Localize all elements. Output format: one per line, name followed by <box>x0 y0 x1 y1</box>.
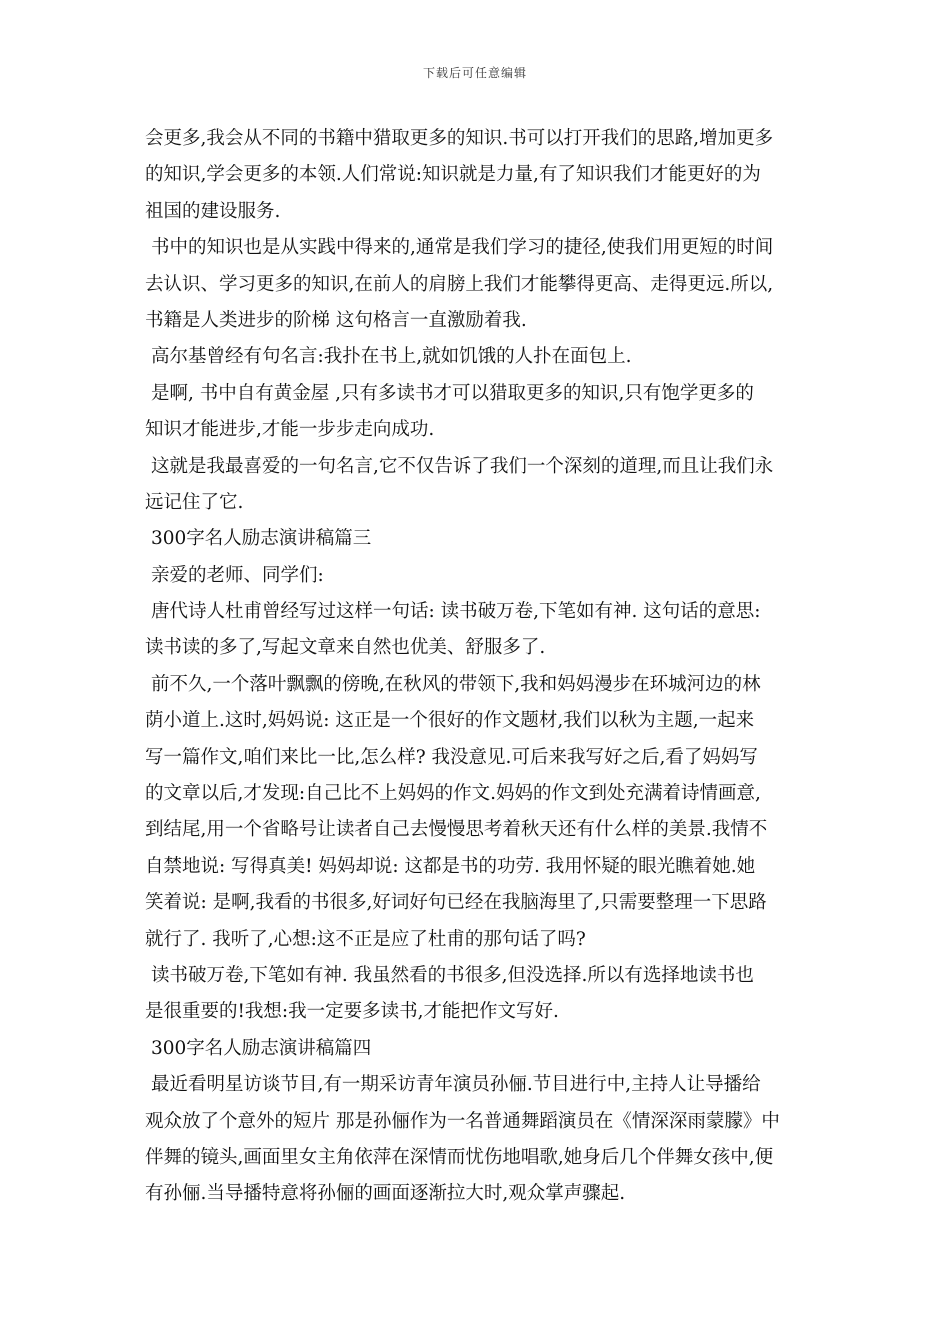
text-line: 去认识、学习更多的知识,在前人的肩膀上我们才能攀得更高、走得更远.所以, <box>145 273 774 295</box>
text-line: 这就是我最喜爱的一句名言,它不仅告诉了我们一个深刻的道理,而且让我们永 <box>151 455 774 477</box>
text-line: 会更多,我会从不同的书籍中猎取更多的知识.书可以打开我们的思路,增加更多 <box>145 128 774 149</box>
text-line: 笑着说: 是啊,我看的书很多,好词好句已经在我脑海里了,只需要整理一下思路 <box>145 892 767 914</box>
text-line: 祖国的建设服务. <box>145 200 281 222</box>
text-line: 书中的知识也是从实践中得来的,通常是我们学习的捷径,使我们用更短的时间 <box>151 237 774 259</box>
text-line: 300字名人励志演讲稿篇三 <box>151 528 372 550</box>
text-line: 是啊, 书中自有黄金屋 ,只有多读书才可以猎取更多的知识,只有饱学更多的 <box>151 382 754 404</box>
page-header: 下载后可任意编辑 <box>422 66 527 80</box>
text-line: 最近看明星访谈节目,有一期采访青年演员孙俪.节目进行中,主持人让导播给 <box>151 1074 761 1096</box>
text-line: 自禁地说: 写得真美! 妈妈却说: 这都是书的功劳. 我用怀疑的眼光瞧着她.她 <box>145 855 756 877</box>
text-line: 读书读的多了,写起文章来自然也优美、舒服多了. <box>145 637 546 659</box>
text-line: 的文章以后,才发现:自己比不上妈妈的作文.妈妈的作文到处充满着诗情画意, <box>145 783 761 805</box>
text-line: 观众放了个意外的短片 那是孙俪作为一名普通舞蹈演员在《情深深雨蒙朦》中 <box>145 1110 780 1132</box>
text-line: 就行了. 我听了,心想:这不正是应了杜甫的那句话了吗? <box>145 928 586 950</box>
text-line: 荫小道上.这时,妈妈说: 这正是一个很好的作文题材,我们以秋为主题,一起来 <box>145 710 755 732</box>
document-body <box>145 121 813 1213</box>
text-line: 书籍是人类进步的阶梯 这句格言一直激励着我. <box>145 309 527 331</box>
text-line: 前不久,一个落叶飘飘的傍晚,在秋风的带领下,我和妈妈漫步在环城河边的林 <box>151 673 761 695</box>
text-line: 是很重要的!我想:我一定要多读书,才能把作文写好. <box>145 1001 559 1023</box>
text-line: 远记住了它. <box>145 491 244 513</box>
text-line: 读书破万卷,下笔如有神. 我虽然看的书很多,但没选择.所以有选择地读书也 <box>151 964 754 986</box>
text-line: 伴舞的镜头,画面里女主角依萍在深情而忧伤地唱歌,她身后几个伴舞女孩中,便 <box>145 1146 774 1168</box>
text-line: 亲爱的老师、同学们: <box>151 564 324 586</box>
text-line: 写一篇作文,咱们来比一比,怎么样? 我没意见.可后来我写好之后,看了妈妈写 <box>145 746 758 768</box>
text-line: 有孙俪.当导播特意将孙俪的画面逐渐拉大时,观众掌声骤起. <box>145 1183 626 1205</box>
text-line: 的知识,学会更多的本领.人们常说:知识就是力量,有了知识我们才能更好的为 <box>145 164 761 186</box>
text-line: 到结尾,用一个省略号让读者自己去慢慢思考着秋天还有什么样的美景.我情不 <box>145 819 768 841</box>
text-line: 高尔基曾经有句名言:我扑在书上,就如饥饿的人扑在面包上. <box>151 346 632 368</box>
text-line: 知识才能进步,才能一步步走向成功. <box>145 419 435 441</box>
text-line: 300字名人励志演讲稿篇四 <box>151 1037 372 1059</box>
text-line: 唐代诗人杜甫曾经写过这样一句话: 读书破万卷,下笔如有神. 这句话的意思: <box>151 601 761 623</box>
